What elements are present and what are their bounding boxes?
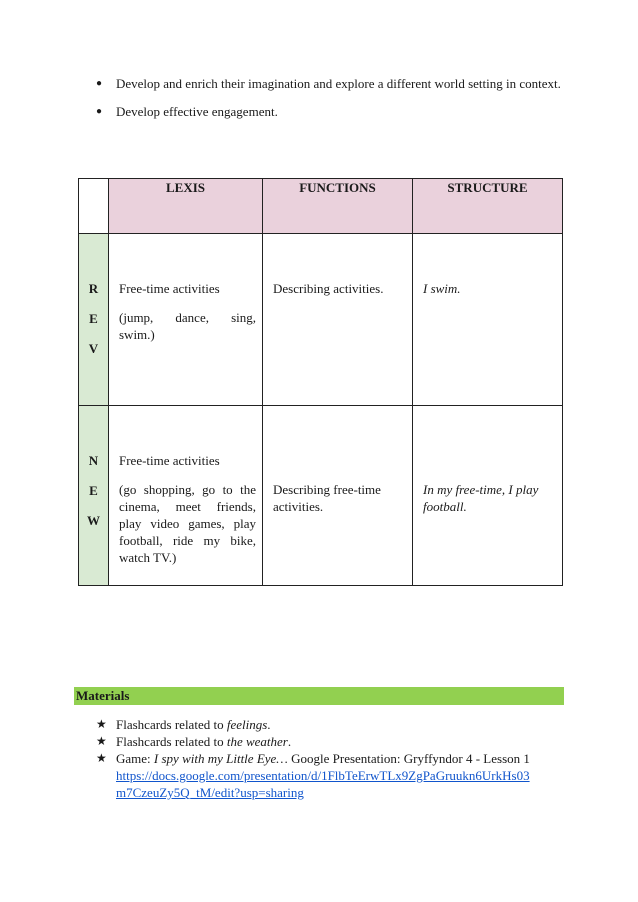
materials-list: [96, 716, 536, 801]
objective-item: ● Develop and enrich their imagination and explore a different world setting in context.: [96, 74, 566, 93]
objective-item: ● Develop effective engagement.: [96, 102, 566, 121]
header-lexis: LEXIS: [109, 179, 263, 234]
material-item: ★ Game: I spy with my Little Eye… Google Presentation: Gryffyndor 4 - Lesson 1 https://docs.google.com/presentation/d/1FlbTeErwTLx9ZgPaGruukn6UrkHs03m7CzeuZy5Q_tM/edit?usp=sharing: [96, 750, 536, 801]
table-header-row: [79, 179, 563, 234]
new-lexis-title: Free-time activities: [119, 453, 220, 468]
review-lexis-detail: (jump, dance, sing, swim.): [119, 310, 256, 342]
material-item: ★ Flashcards related to the weather.: [96, 733, 536, 750]
review-function: Describing activities.: [273, 281, 384, 296]
objectives-list: [96, 74, 566, 130]
new-lexis-detail: (go shopping, go to the cinema, meet friends, play video games, play football, ride my bike, watch TV.): [119, 482, 256, 565]
new-structure: In my free-time, I play football.: [423, 482, 539, 514]
header-corner: [79, 179, 109, 234]
header-structure: STRUCTURE: [413, 179, 563, 234]
table-row-new: [79, 406, 563, 586]
lesson-table: [78, 178, 563, 586]
review-lexis-title: Free-time activities: [119, 281, 220, 296]
new-structure-cell: [413, 406, 563, 586]
materials-heading: Materials: [74, 687, 564, 705]
material-item: ★ Flashcards related to feelings.: [96, 716, 536, 733]
table-row-review: [79, 234, 563, 406]
row-label-review: R E V: [79, 234, 109, 406]
new-function: Describing free-time activities.: [273, 482, 381, 514]
new-lexis-cell: [109, 406, 263, 586]
review-structure: I swim.: [423, 281, 461, 296]
review-structure-cell: [413, 234, 563, 406]
new-function-cell: [263, 406, 413, 586]
row-label-new: N E W: [79, 406, 109, 586]
review-lexis-cell: [109, 234, 263, 406]
presentation-link[interactable]: https://docs.google.com/presentation/d/1FlbTeErwTLx9ZgPaGruukn6UrkHs03m7CzeuZy5Q_tM/edit?usp=sharing: [116, 768, 530, 800]
review-function-cell: [263, 234, 413, 406]
header-functions: FUNCTIONS: [263, 179, 413, 234]
